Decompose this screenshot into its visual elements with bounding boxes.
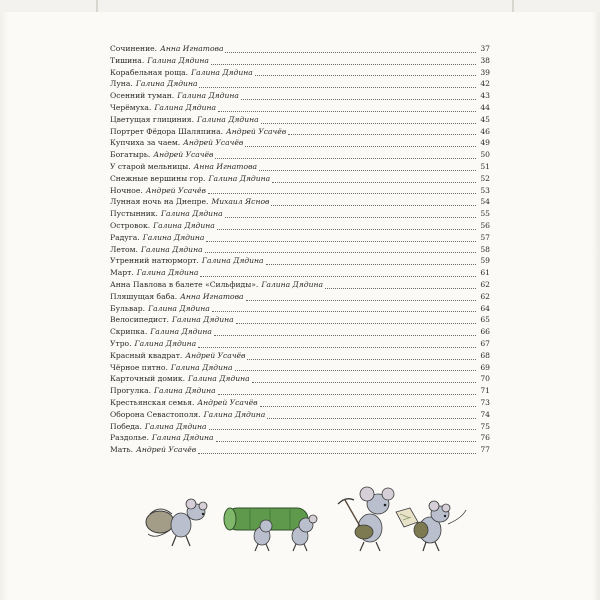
toc-entry-title: У старой мельницы. <box>110 161 191 171</box>
toc-entry-title: Пляшущая баба. <box>110 291 178 301</box>
toc-entry-page-number: 46 <box>480 126 490 136</box>
toc-entry-title: Богатырь. <box>110 150 151 160</box>
toc-entry-title: Карточный домик. <box>110 374 186 384</box>
toc-entry-title: Скрипка. <box>110 327 148 337</box>
toc-entry-author: Галина Дядина <box>150 327 212 337</box>
toc-entry-title: Радуга. <box>110 232 140 242</box>
toc-entry-author: Галина Дядина <box>142 232 205 242</box>
toc-entry-title: Красный квадрат. <box>110 350 183 360</box>
toc-entry-title: Черёмуха. <box>110 102 152 112</box>
toc-entry-page-number: 71 <box>480 386 490 396</box>
toc-entry-page-number: 70 <box>480 374 490 384</box>
toc-entry-page-number: 53 <box>480 185 490 195</box>
toc-entry-author: Галина Дядина <box>208 173 271 183</box>
toc-entry-page-number: 50 <box>480 150 490 160</box>
toc-entry-author: Андрей Усачёв <box>185 350 246 360</box>
toc-entry-page-number: 56 <box>480 220 490 230</box>
mouse-with-backpack-icon <box>146 499 207 546</box>
toc-entry-page-number: 75 <box>480 421 490 431</box>
toc-entry-page-number: 49 <box>480 138 490 148</box>
toc-entry-author: Галина Дядина <box>170 362 233 372</box>
toc-entry-author: Анна Игнатова <box>160 44 224 53</box>
toc-entry-page-number: 52 <box>480 173 490 183</box>
toc-entry-title: Снежные вершины гор. <box>110 173 206 183</box>
toc-entry-page-number: 57 <box>480 232 490 242</box>
toc-entry-page-number: 64 <box>480 303 490 313</box>
toc-entry-page-number: 58 <box>480 244 490 254</box>
toc-entry-title: Прогулка. <box>110 386 152 396</box>
toc-entry-title: Осенний туман. <box>110 91 175 101</box>
toc-entry-page-number: 62 <box>480 279 490 289</box>
toc-entry-title: Тишина. <box>110 55 145 65</box>
toc-entry-author: Галина Дядина <box>144 421 207 431</box>
toc-entry-author: Галина Дядина <box>134 338 197 348</box>
toc-entry-author: Михаил Яснов <box>211 197 270 207</box>
toc-entry-title: Купчиха за чаем. <box>110 138 181 148</box>
toc-entry-title: Портрет Фёдора Шаляпина. <box>110 126 224 136</box>
toc-entry-title: Крестьянская семья. <box>110 397 195 407</box>
toc-entry-author: Галина Дядина <box>148 303 210 313</box>
toc-entry-title: Мать. <box>110 445 134 455</box>
toc-entry-title: Оборона Севастополя. <box>110 409 201 419</box>
toc-entry-page-number: 62 <box>480 291 490 301</box>
toc-entry-author: Галина Дядина <box>177 91 239 101</box>
toc-entry-title: Ночное. <box>110 185 143 195</box>
toc-entry-page-number: 42 <box>480 79 490 89</box>
toc-entry-author: Галина Дядина <box>147 55 209 65</box>
toc-entry-page-number: 65 <box>480 315 490 325</box>
toc-entry-title: Островок. <box>110 220 151 230</box>
toc-entry-author: Андрей Усачёв <box>145 185 206 195</box>
toc-entry-author: Галина Дядина <box>136 268 199 278</box>
toc-entry-author: Анна Игнатова <box>193 161 258 171</box>
toc-entry-title: Сочинение. <box>110 44 158 53</box>
toc-entry-title: Март. <box>110 268 134 278</box>
toc-entry-author: Галина Дядина <box>191 67 253 77</box>
toc-entry-author: Галина Дядина <box>154 102 216 112</box>
toc-entry-page-number: 51 <box>480 161 490 171</box>
toc-entry-author: Галина Дядина <box>140 244 203 254</box>
toc-entry-page-number: 76 <box>480 433 490 443</box>
toc-entry-page-number: 55 <box>480 209 490 219</box>
toc-entry-page-number: 66 <box>480 327 490 337</box>
toc-entry-title: Лунная ночь на Днепре. <box>110 197 209 207</box>
toc-entry-title: Победа. <box>110 421 142 431</box>
toc-entry-author: Галина Дядина <box>261 279 323 289</box>
toc-entry-author: Андрей Усачёв <box>226 126 287 136</box>
mice-with-mat-roll-icon <box>224 508 317 551</box>
toc-entry-author: Галина Дядина <box>188 374 250 384</box>
toc-entry-page-number: 45 <box>480 114 490 124</box>
toc-entry-page-number: 68 <box>480 350 490 360</box>
toc-entry-title: Раздолье. <box>110 433 149 443</box>
toc-entry-title: Анна Павлова в балете «Сильфиды». <box>110 279 259 289</box>
toc-entry-author: Андрей Усачёв <box>197 397 258 407</box>
toc-entry-page-number: 61 <box>480 268 490 278</box>
toc-entry-author: Галина Дядина <box>197 114 259 124</box>
toc-entry-title: Чёрное пятно. <box>110 362 168 372</box>
toc-entry-author: Андрей Усачёв <box>153 150 214 160</box>
toc-entry-author: Галина Дядина <box>203 409 266 419</box>
toc-entry-title: Пустынник. <box>110 209 158 219</box>
toc-entry-page-number: 77 <box>480 445 490 455</box>
toc-entry-title: Бульвар. <box>110 303 146 313</box>
toc-entry-page-number: 39 <box>480 67 490 77</box>
toc-entry-title: Летом. <box>110 244 138 254</box>
toc-entry-author: Андрей Усачёв <box>136 445 197 455</box>
toc-entry-author: Андрей Усачёв <box>183 138 244 148</box>
toc-entry-page-number: 67 <box>480 338 490 348</box>
toc-entry-author: Галина Дядина <box>154 386 216 396</box>
toc-entry-page-number: 38 <box>480 55 490 65</box>
toc-entry-author: Галина Дядина <box>171 315 234 325</box>
toc-entry-title: Утро. <box>110 338 132 348</box>
toc-entry-page-number: 74 <box>480 409 490 419</box>
toc-entry-page-number: 43 <box>480 91 490 101</box>
toc-entry-page-number: 44 <box>480 102 490 112</box>
toc-entry-title: Цветущая глициния. <box>110 114 194 124</box>
toc-entry-page-number: 73 <box>480 397 490 407</box>
toc-entry-author: Галина Дядина <box>151 433 214 443</box>
toc-entry-page-number: 54 <box>480 197 490 207</box>
toc-entry-page-number: 59 <box>480 256 490 266</box>
toc-entry-title: Велосипедист. <box>110 315 169 325</box>
toc-entry-page-number: 69 <box>480 362 490 372</box>
toc-entry-title: Корабельная роща. <box>110 67 189 77</box>
toc-entry-title: Луна. <box>110 79 133 89</box>
toc-entry-title: Утренний натюрморт. <box>110 256 199 266</box>
mice-with-map-icon <box>338 487 466 551</box>
toc-entry-author: Галина Дядина <box>153 220 215 230</box>
toc-entry-author: Галина Дядина <box>160 209 223 219</box>
toc-entry-author: Галина Дядина <box>201 256 264 266</box>
toc-entry-author: Галина Дядина <box>135 79 198 89</box>
toc-entry-page-number: 37 <box>480 44 490 53</box>
toc-entry-author: Анна Игнатова <box>180 291 244 301</box>
